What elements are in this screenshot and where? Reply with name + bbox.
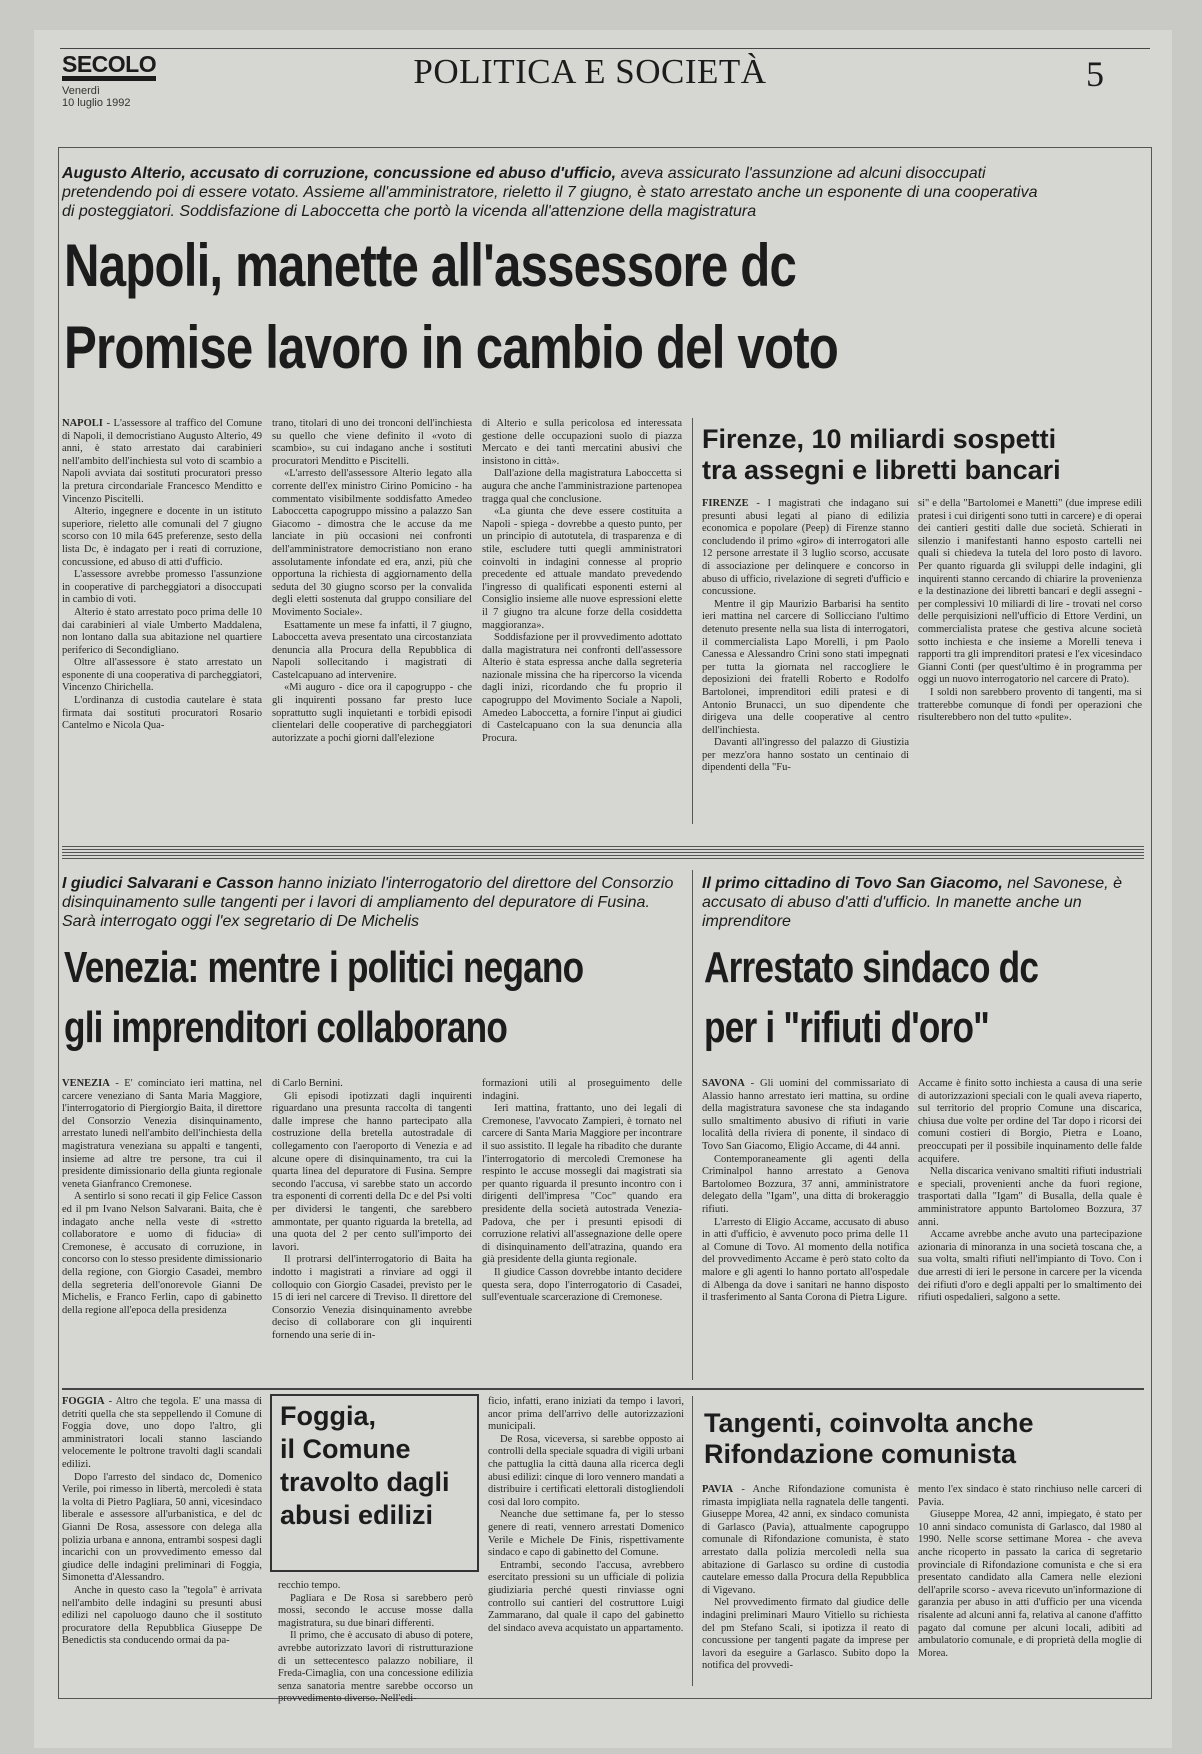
firenze-headline-line1: Firenze, 10 miliardi sospetti xyxy=(702,424,1057,454)
section-title: POLITICA E SOCIETÀ xyxy=(413,52,767,91)
foggia-dateline: FOGGIA xyxy=(62,1396,105,1407)
pavia-column-1: PAVIA - Anche Rifondazione comunista è rimasta impigliata nella ragnatela delle tangenti. Giuseppe Morea, 42 anni, ex sindaco comunista di Garlasco (Pavia), attualmente capogruppo comunale di Rifondazione comunista, è stato arrestato dalla polizia mercoledì nella sua abitazione di Garlasco su ordine di custodia cautelare emesso dalla Procura della Repubblica di Vigevano. Nel provvedimento firmato dal giudice delle indagini preliminari Mauro Vitiello su richiesta del pm Stefano Scali, si ipotizza il reato di concussione per tangenti pagate da imprese per lavori da eseguire a Garlasco. Subito dopo la notifica del provvedi- xyxy=(702,1484,909,1672)
firenze-headline xyxy=(702,424,1142,486)
foggia-headline-line4: abusi edilizi xyxy=(280,1500,434,1530)
savona-headline-line1: Arrestato sindaco dc xyxy=(704,943,1039,992)
pavia-headline-line1: Tangenti, coinvolta anche xyxy=(704,1408,1034,1438)
napoli-column-3: di Alterio e sulla pericolosa ed interessata gestione delle occupazioni suolo di piazza Mercato e dei tanti mercatini abusivi che insistono in città». Dall'azione della magistratura Laboccetta si augura che anche l'amministrazione partenopea tragga qual che conclusione. «La giunta che deve essere costituita a Napoli - spiega - dovrebbe a questo punto, per un principio di autotutela, di trasparenza e di stile, escludere tutti quegli amministratori coinvolti in indagini connesse al proprio precedente ed attuale mandato prevedendo l'ingresso di qualificati esponenti esterni al Consiglio insieme alle nuove espressioni elette il 7 giugno tra alcune forze della cosiddetta maggioranza». Soddisfazione per il provvedimento adottato dalla magistratura nei confronti dell'assessore Alterio è stata espressa anche dalla segreteria nazionale missina che ha ripercorso la vicenda dagli inizi, ricordando che fu proprio il capogruppo del Movimento Sociale a Napoli, Amedeo Laboccetta, a fornire l'input ai giudici di Castelcapuano con la sua denuncia alla Procura. xyxy=(482,418,682,744)
venezia-headline-line2: gli imprenditori collaborano xyxy=(64,1003,508,1052)
savona-kicker-text: nel Savonese, è accusato di abuso d'atti d'ufficio. In manette anche un imprenditore xyxy=(702,875,1122,930)
venezia-kicker-bold: I giudici Salvarani e Casson xyxy=(62,875,274,892)
venezia-dateline: VENEZIA xyxy=(62,1078,110,1089)
napoli-column-1: NAPOLI - L'assessore al traffico del Comune di Napoli, il democristiano Augusto Alterio, 49 anni, è stato arrestato dai carabinieri nell'ambito dell'inchiesta sul voto di scambio a Napoli avviata dai sostituti procuratori presso la pretura circondariale Francesco Menditto e Vincenzo Piscitelli. Alterio, ingegnere e docente in un istituto superiore, rieletto alle comunali del 7 giugno scorso con 10 mila 645 preferenze, sesto della lista Dc, è indagato per i reati di corruzione, concussione, ed abuso di atti d'ufficio. L'assessore avrebbe promesso l'assunzione in cooperative di parcheggiatori a disoccupati in cambio di voti. Alterio è stato arrestato poco prima delle 10 dai carabinieri al viale Umberto Maddalena, non lontano dalla sua abitazione nel quartiere periferico di Secondigliano. Oltre all'assessore è stato arrestato un esponente di una cooperativa di parcheggiatori, Vincenzo Chirichella. L'ordinanza di custodia cautelare è stata firmata dai sostituti procuratori Rosario Cantelmo e Nicola Qua- xyxy=(62,418,263,732)
issue-date xyxy=(62,85,131,109)
savona-column-2: Accame è finito sotto inchiesta a causa di una serie di autorizzazioni speciali con le quali aveva riaperto, sul territorio del proprio Comune una discarica, chiusa due volte per ordine del Tar dopo i ricorsi dei comuni costieri di Borgio, Pietra e Loano, preoccupati per il possibile inquinamento delle falde acquifere. Nella discarica venivano smaltiti rifiuti industriali e speciali, provenienti anche da fuori regione, trasportati dalla "Igam" di Busalla, della quale è amministratore appunto Bartolomeo Bozzura, 37 anni. Accame avrebbe anche avuto una partecipazione azionaria di minoranza in una società toscana che, a sua volta, smaltì rifiuti nell'impianto di Tovo. Con i due arresti di ieri le persone in carcere per la vicenda dei rifiuti d'oro e degli appalti per lo smaltimento dei rifiuti ospedalieri, salgono a sette. xyxy=(918,1078,1142,1304)
pavia-dateline: PAVIA xyxy=(702,1484,734,1495)
pavia-column-2: mento l'ex sindaco è stato rinchiuso nelle carceri di Pavia. Giuseppe Morea, 42 anni, impiegato, è stato per 10 anni sindaco comunista di Garlasco, dal 1980 al 1990. Nelle scorse settimane Morea - che aveva anche ricoperto in passato la carica di segretario provinciale di Rifondazione comunista e che si era presentato candidato alla Camera nelle elezioni dell'aprile scorso - aveva ricevuto un'informazione di garanzia per abuso in atti d'ufficio per una vicenda risalente ad alcuni anni fa, relativa al canone d'affitto pagato dal comune per alcuni locali, adibiti ad ambulatorio comunale, e di proprietà della moglie di Morea. xyxy=(918,1484,1142,1659)
firenze-column-2: si" e della "Bartolomei e Manetti" (due imprese edili pratesi i cui dirigenti sono tutti in carcere) e di operai dei cantieri gestiti dalle due società. Schierati in silenzio i manifestanti hanno esposto cartelli nei quali si chiedeva la tutela del loro posto di lavoro. Per quanto riguarda gli sviluppi delle indagini, gli inquirenti stanno cercando di chiarire la provenienza e la destinazione dei libretti bancari e degli assegni - per complessivi 10 miliardi di lire - trovati nel corso delle perquisizioni nell'ufficio di Ettore Verdini, un commercialista pratese che gestiva alcune società sotto inchiesta e che insieme a Morelli teneva i rapporti tra gli imprenditori pratesi e l'ex vicesindaco Gianni Conti (per quest'ultimo è in programma per oggi un nuovo interrogatorio nel carcere di Prato). I soldi non sarebbero provento di tangenti, ma si tratterebbe comunque di fondi per operazioni che risulterebbero non del tutto «pulite». xyxy=(918,498,1142,724)
firenze-column-1: FIRENZE - I magistrati che indagano sui presunti abusi legati al piano di edilizia economica e popolare (Peep) di Firenze stanno concludendo il primo «giro» di interrogatori alle 12 persone arrestate il 3 luglio scorso, accusate di associazione per delinquere e concorso in abuso di ufficio, rivelazione di segreti d'ufficio e concussione. Mentre il gip Maurizio Barbarisi ha sentito ieri mattina nel carcere di Sollicciano l'ultimo detenuto presente nella sua lista di interrogatori, il commercialista Lapo Morelli, i pm Paolo Canessa e Alessandro Crini sono stati impegnati per tutta la giornata nel raccogliere le deposizioni dei fratelli Roberto e Rodolfo Bartolonei, imprenditori edili pratesi e di Antonio Brunacci, un suo dipendente che dirigeva una delle cooperative al centro dell'inchiesta. Davanti all'ingresso del palazzo di Giustizia per mezz'ora hanno sostato un centinaio di dipendenti della "Fu- xyxy=(702,498,910,774)
savona-dateline: SAVONA xyxy=(702,1078,745,1089)
venezia-kicker-text: hanno iniziato l'interrogatorio del direttore del Consorzio disinquinamento sulle tangenti per i lavori di ampliamento del depuratore di Fusina. Sarà interrogato oggi l'ex segretario di De Michelis xyxy=(62,875,674,930)
venezia-column-2: di Carlo Bernini. Gli episodi ipotizzati dagli inquirenti riguardano una presunta raccolta di tangenti dalle imprese che hanno partecipato alla costruzione della bretella autostradale di collegamento con l'aeroporto di Venezia e ad alcune opere di disinquinamento, tra cui la quarta linea del depuratore di Fusina. Sempre secondo l'accusa, vi sarebbe stato un accordo tra esponenti di correnti della Dc e del Psi volti per dividersi le tangenti, che sarebbero ammontate, per quanto riguarda la bretella, ad una quota del 2 per cento sull'importo dei lavori. Il protrarsi dell'interrogatorio di Baita ha indotto i magistrati a rinviare ad oggi il colloquio con Giorgio Casadei, previsto per le 15 di ieri nel carcere di Treviso. Il direttore del Consorzio Venezia disinquinamento avrebbe deciso di collaborare con gli inquirenti fornendo una serie di in- xyxy=(272,1078,472,1341)
savona-column-1: SAVONA - Gli uomini del commissariato di Alassio hanno arrestato ieri mattina, su ordine della magistratura savonese che sta indagando sullo smaltimento abusivo di rifiuti in varie località della riviera di ponente, il sindaco di Tovo San Giacomo, Eligio Accame, di 44 anni. Contemporaneamente gli agenti della Criminalpol hanno arrestato a Genova Bartolomeo Bozzura, 37 anni, amministratore delegato della "Igam", una ditta di brokeraggio rifiuti. L'arresto di Eligio Accame, accusato di abuso in atti d'ufficio, è avvenuto poco prima delle 11 al Comune di Tovo. Al momento della notifica del provvedimento Accame è però stato colto da malore e gli agenti lo hanno portato all'ospedale di Albenga da dove i sanitari ne hanno disposto il trasferimento al Santa Corona di Pietra Ligure. xyxy=(702,1078,909,1304)
savona-kicker xyxy=(702,874,1142,931)
venezia-headline-line1: Venezia: mentre i politici negano xyxy=(64,943,584,992)
firenze-dateline: FIRENZE xyxy=(702,498,749,509)
savona-kicker-bold: Il primo cittadino di Tovo San Giacomo, xyxy=(702,875,1003,892)
napoli-kicker xyxy=(62,164,1052,221)
napoli-kicker-bold: Augusto Alterio, accusato di corruzione, concussione ed abuso d'ufficio, xyxy=(62,165,617,182)
foggia-headline-line1: Foggia, xyxy=(280,1401,376,1431)
pavia-headline xyxy=(704,1408,1144,1470)
foggia-column-1: FOGGIA - Altro che tegola. E' una massa di detriti quella che sta seppellendo il Comune di Foggia dove, uno dopo l'altro, gli amministratori locali stanno lasciando velocemente le poltrone travolti dagli scandali edilizi. Dopo l'arresto del sindaco dc, Domenico Verile, poi rimesso in libertà, mercoledì è stata la volta di Pietro Pagliara, 50 anni, vicesindaco liberale e assessore all'urbanistica, e del dc Gianni De Rosa, assessore con delega alla polizia urbana e annona, entrambi sospesi dagli incarichi con un provvedimento emesso dal giudice delle indagini preliminari di Foggia, Simonetta d'Alessandro. Anche in questo caso la "tegola" è arrivata nell'ambito delle indagini su presunti abusi edilizi nel capoluogo dauno che il sostituto procuratore della Repubblica Giuseppe De Benedictis sta conducendo ormai da pa- xyxy=(62,1396,263,1647)
pavia-headline-line2: Rifondazione comunista xyxy=(704,1439,1017,1470)
napoli-column-2: trano, titolari di uno dei tronconi dell'inchiesta su quello che viene definito il «voto di scambio», su cui indagano anche i sostituti procuratori Menditto e Piscitelli. «L'arresto dell'assessore Alterio legato alla corrente dell'ex ministro Cirino Pomicino - ha commentato visibilmente soddisfatto Amedeo Laboccetta capogruppo missino a palazzo San Giacomo - dimostra che le accuse da me lanciate in più occasioni nei confronti dell'amministratore democristiano non erano assolutamente infondate ed era, anzi, più che opportuna la richiesta di aggiornamento della seduta del 30 giugno scorso per la convalida degli eletti sostenuta dal gruppo consiliare del Movimento Sociale». Esattamente un mese fa infatti, il 7 giugno, Laboccetta aveva presentato una circostanziata denuncia alla Procura della Repubblica di Napoli sollecitando i magistrati di Castelcapuano ad intervenire. «Mi auguro - dice ora il capogruppo - che gli inquirenti possano far presto luce soprattutto sugli inquietanti e torbidi episodi clientelari delle cooperative di parcheggiatori autorizzate a pochi giorni dall'elezione xyxy=(272,418,472,744)
napoli-headline-line1: Napoli, manette all'assessore dc xyxy=(64,232,796,299)
newspaper-logo: SECOLO xyxy=(62,52,156,81)
top-rule xyxy=(60,48,1150,49)
foggia-column-3: ficio, infatti, erano iniziati da tempo i lavori, ancor prima dell'arrivo delle autorizzazioni municipali. De Rosa, viceversa, si sarebbe opposto ai controlli della speciale squadra di vigili urbani che pattuglia la città dauna alla ricerca degli abusi edilizi: cinque di loro vennero mandati a distribuire i certificati elettorali distogliendoli così dal loro compito. Neanche due settimane fa, per lo stesso genere di reati, vennero arrestati Domenico Verile e Michele De Finis, rispettivamente sindaco e capo di gabinetto del Comune. Entrambi, secondo l'accusa, avrebbero esercitato pressioni su un ufficiale di polizia giudiziaria perché questi rinviasse ogni controllo sui cantieri del costruttore Luigi Zammarano, dal quale il capo del gabinetto del sindaco aveva acquistato un appartamento. xyxy=(488,1396,684,1634)
venezia-column-1: VENEZIA - E' cominciato ieri mattina, nel carcere veneziano di Santa Maria Maggiore, l'interrogatorio di Piergiorgio Baita, il direttore del Consorzio Venezia disinquinamento, arrestato lunedì nell'ambito dell'inchiesta della magistratura veneziana su appalti e tangenti, insieme ad altre tre persone, tra cui il presidente dimissionario della giunta regionale veneta Gianfranco Cremonese. A sentirlo si sono recati il gip Felice Casson ed il pm Ivano Nelson Salvarani. Baita, che è indagato anche nella veste di «stretto collaboratore e uomo di fiducia» di Cremonese, è accusato di corruzione, in concorso con lo stesso presidente dimissionario della regione, con Giorgio Casadei, membro della segreteria dell'onorevole Gianni De Michelis, e Franco Ferlin, capo di gabinetto della regione all'epoca della presidenza xyxy=(62,1078,263,1316)
savona-divider xyxy=(692,870,693,1380)
foggia-column-2: recchio tempo. Pagliara e De Rosa si sarebbero però mossi, secondo le accuse mosse dalla magistratura, su due binari differenti. Il primo, che è accusato di abuso di potere, avrebbe autorizzato lavori di ristrutturazione di un settecentesco palazzo nobiliare, il Freda-Cimaglia, con una concessione edilizia senza sanatoria mentre sarebbe occorso un provvedimento diverso. Nell'edi- xyxy=(278,1580,473,1705)
napoli-dateline: NAPOLI xyxy=(62,418,103,429)
issue-day: 10 luglio 1992 xyxy=(62,97,131,109)
venezia-kicker xyxy=(62,874,682,931)
foggia-headline xyxy=(280,1400,470,1532)
napoli-headline-line2: Promise lavoro in cambio del voto xyxy=(64,314,839,381)
venezia-column-3: formazioni utili al proseguimento delle indagini. Ieri mattina, frattanto, uno dei legali di Cremonese, l'avvocato Zampieri, è tornato nel carcere di Santa Maria Maggiore per incontrare il suo assistito. Il legale ha ribadito che durante l'interrogatorio di mercoledì Cremonese ha respinto le accuse mossegli dai magistrati sia per quanto riguarda il presunto incontro con i dirigenti dell'impresa "Coc" quando era presidente della società autostrada Venezia-Padova, che per i presunti episodi di corruzione relativi all'assegnazione delle opere di disinquinamento dell'atrazina, quando era già presidente della giunta regionale. Il giudice Casson dovrebbe intanto decidere questa sera, dopo l'interrogatorio di Casadei, sull'eventuale scarcerazione di Cremonese. xyxy=(482,1078,682,1304)
section-divider-stripes xyxy=(62,846,1144,860)
foggia-headline-line3: travolto dagli xyxy=(280,1467,450,1497)
page-number: 5 xyxy=(1086,54,1104,94)
firenze-headline-line2: tra assegni e libretti bancari xyxy=(702,455,1061,486)
savona-headline-line2: per i "rifiuti d'oro" xyxy=(704,1003,990,1052)
firenze-divider xyxy=(692,418,693,824)
bottom-section-rule xyxy=(62,1388,1144,1390)
issue-weekday: Venerdì xyxy=(62,85,100,97)
pavia-divider xyxy=(692,1396,693,1686)
napoli-kicker-text: aveva assicurato l'assunzione ad alcuni disoccupati pretendendo poi di essere votato. Assieme all'amministratore, rieletto il 7 giugno, è stato arrestato anche un esponente di una cooperativa di posteggiatori. Soddisfazione di Laboccetta che portò la vicenda all'attenzione della magistratura xyxy=(62,165,1038,220)
foggia-headline-line2: il Comune xyxy=(280,1434,411,1464)
